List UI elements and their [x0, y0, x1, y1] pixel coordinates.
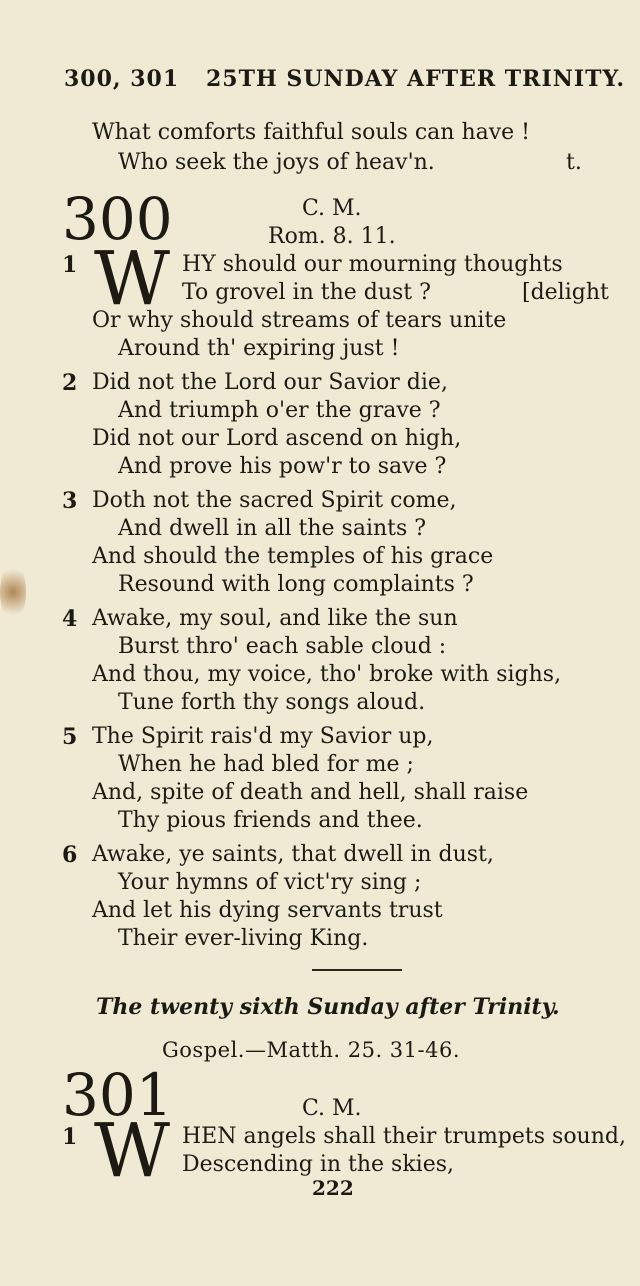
verse-number: 6 [62, 842, 78, 868]
verse-number: 3 [62, 488, 78, 514]
verse-line: Did not the Lord our Savior die, [92, 370, 448, 395]
drop-cap: W [94, 236, 171, 322]
header-hymn-numbers: 300, 301 [64, 66, 180, 92]
hymn-number-301: 301 [62, 1061, 173, 1129]
verse-line: Descending in the skies, [182, 1152, 455, 1177]
hymn-number-300: 300 [62, 185, 173, 253]
verse-line: And should the temples of his grace [92, 544, 494, 569]
verse-line: Awake, ye saints, that dwell in dust, [92, 842, 494, 867]
verse-line: Or why should streams of tears unite [92, 308, 507, 333]
verse-line: And let his dying servants trust [92, 898, 443, 923]
drop-cap: W [94, 1108, 171, 1194]
verse-number: 1 [62, 252, 78, 278]
gospel-reference: Gospel.—Matth. 25. 31-46. [162, 1038, 461, 1062]
verse-line: Resound with long complaints ? [118, 572, 474, 597]
verse-line: Around th' expiring just ! [118, 336, 400, 361]
verse-number: 5 [62, 724, 78, 750]
verse-number: 1 [62, 1124, 78, 1150]
verse-line: And prove his pow'r to save ? [118, 454, 447, 479]
verse-line: And thou, my voice, tho' broke with sighs, [92, 662, 562, 687]
catchword-mark: t. [566, 150, 582, 175]
verse-line: When he had bled for me ; [118, 752, 414, 777]
verse-line: HEN angels shall their trumpets sound, [182, 1124, 626, 1149]
verse-line: Your hymns of vict'ry sing ; [118, 870, 422, 895]
page-number: 222 [312, 1176, 354, 1200]
hymn-301-meter: C. M. [302, 1096, 362, 1121]
section-title: The twenty sixth Sunday after Trinity. [96, 994, 560, 1020]
verse-number: 4 [62, 606, 78, 632]
carry-over-word: [delight [522, 280, 609, 305]
verse-line: And triumph o'er the grave ? [118, 398, 441, 423]
verse-line: And, spite of death and hell, shall raise [92, 780, 529, 805]
verse-line: To grovel in the dust ? [182, 280, 431, 305]
section-divider [312, 969, 402, 971]
verse-line: Their ever-living King. [118, 926, 369, 951]
hymn-300-meter: C. M. [302, 196, 362, 221]
verse-line: Burst thro' each sable cloud : [118, 634, 447, 659]
verse-line: Tune forth thy songs aloud. [118, 690, 426, 715]
verse-number: 2 [62, 370, 78, 396]
verse-line: Thy pious friends and thee. [118, 808, 423, 833]
paper-stain [0, 562, 26, 622]
header-title: 25TH SUNDAY AFTER TRINITY. [206, 66, 626, 92]
verse-line: And dwell in all the saints ? [118, 516, 427, 541]
continued-line-2: Who seek the joys of heav'n. [118, 150, 435, 175]
verse-line: Doth not the sacred Spirit come, [92, 488, 457, 513]
verse-line: The Spirit rais'd my Savior up, [92, 724, 434, 749]
verse-line: Awake, my soul, and like the sun [92, 606, 458, 631]
hymn-300-reference: Rom. 8. 11. [268, 224, 396, 249]
verse-line: Did not our Lord ascend on high, [92, 426, 462, 451]
verse-line: HY should our mourning thoughts [182, 252, 563, 277]
continued-line-1: What comforts faithful souls can have ! [92, 120, 531, 145]
